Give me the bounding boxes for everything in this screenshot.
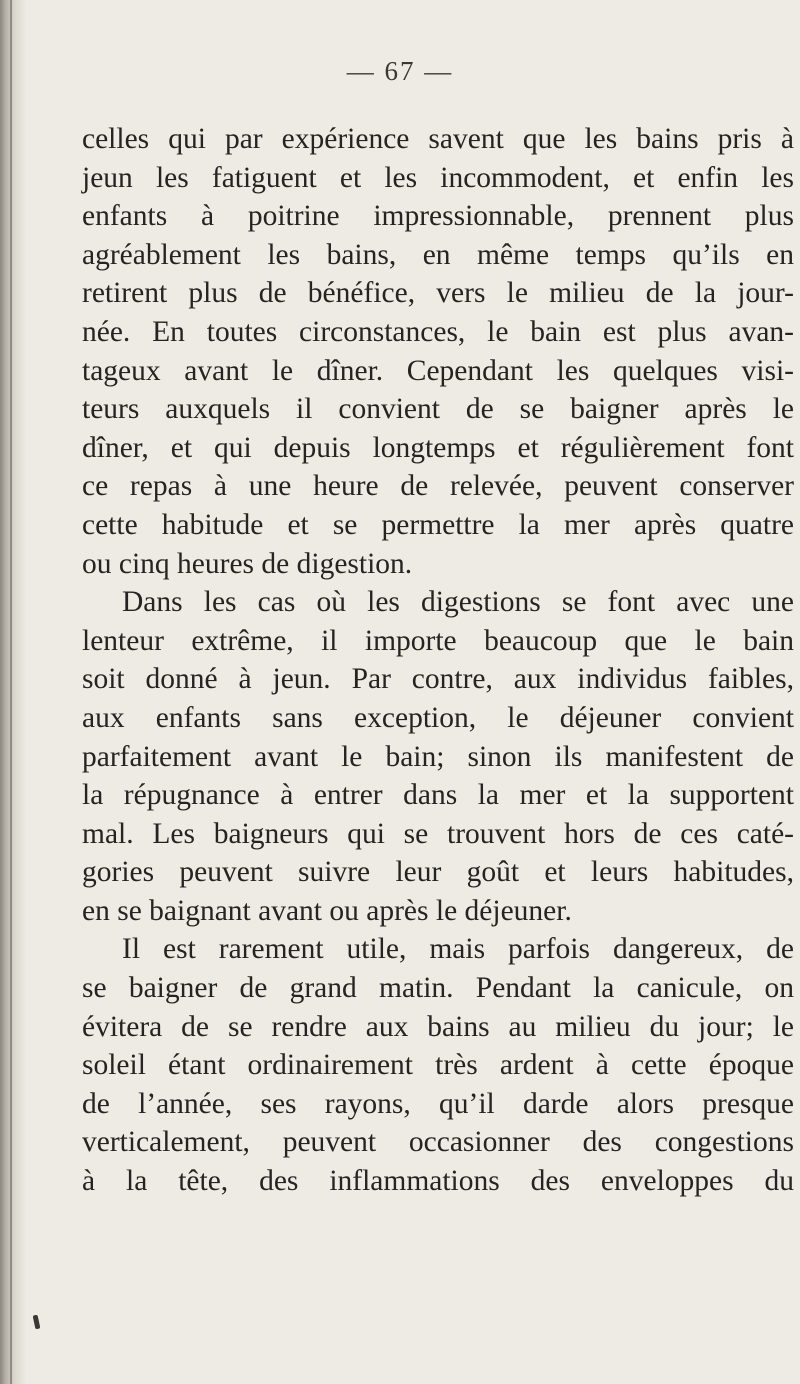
page-binding-edge [0, 0, 26, 1384]
text-line: retirent plus de bénéfice, vers le milieu de la jour- [82, 277, 794, 310]
text-line: la répugnance à entrer dans la mer et la supportent [82, 779, 794, 812]
text-line: Dans les cas où les digestions se font avec une [122, 586, 794, 619]
text-line: celles qui par expérience savent que les bains pris à [82, 123, 794, 155]
text-line: évitera de se rendre aux bains au milieu du jour; le [82, 1010, 794, 1043]
text-line: se baigner de grand matin. Pendant la canicule, on [82, 972, 794, 1005]
text-line: ce repas à une heure de relevée, peuvent conserver [82, 470, 794, 503]
text-line: mal. Les baigneurs qui se trouvent hors de ces caté- [82, 817, 794, 850]
text-line: en se baignant avant ou après le déjeuner. [82, 894, 572, 927]
text-line: lenteur extrême, il importe beaucoup que le bain [82, 624, 794, 657]
text-line: née. En toutes circonstances, le bain est plus avan- [82, 315, 794, 348]
text-line: verticalement, peuvent occasionner des congestions [82, 1126, 794, 1159]
text-line: jeun les fatiguent et les incommodent, et enfin les [82, 161, 794, 194]
text-line: Il est rarement utile, mais parfois dangereux, de [122, 933, 794, 966]
text-line: cette habitude et se permettre la mer après quatre [82, 508, 794, 541]
text-line: dîner, et qui depuis longtemps et régulièrement font [82, 431, 794, 464]
text-line: teurs auxquels il convient de se baigner après le [82, 393, 794, 426]
binding-rule [10, 0, 12, 1384]
text-line: aux enfants sans exception, le déjeuner convient [82, 701, 794, 734]
text-line: soleil étant ordinairement très ardent à cette époque [82, 1049, 794, 1082]
text-line: enfants à poitrine impressionnable, prennent plus [82, 200, 794, 233]
text-line: agréablement les bains, en même temps qu’ils en [82, 238, 794, 271]
page-number: — 67 — [346, 56, 454, 86]
text-line: de l’année, ses rayons, qu’il darde alors presque [82, 1087, 794, 1120]
text-line: soit donné à jeun. Par contre, aux individus faibles, [82, 663, 794, 696]
text-line: ou cinq heures de digestion. [82, 547, 413, 580]
text-line: tageux avant le dîner. Cependant les quelques visi- [82, 354, 794, 387]
body-text [82, 120, 794, 1201]
text-line: à la tête, des inflammations des enveloppes du [82, 1165, 794, 1198]
text-line: parfaitement avant le bain; sinon ils manifestent de [82, 740, 794, 773]
ink-speck [33, 1315, 41, 1330]
text-line: gories peuvent suivre leur goût et leurs habitudes, [82, 856, 794, 889]
